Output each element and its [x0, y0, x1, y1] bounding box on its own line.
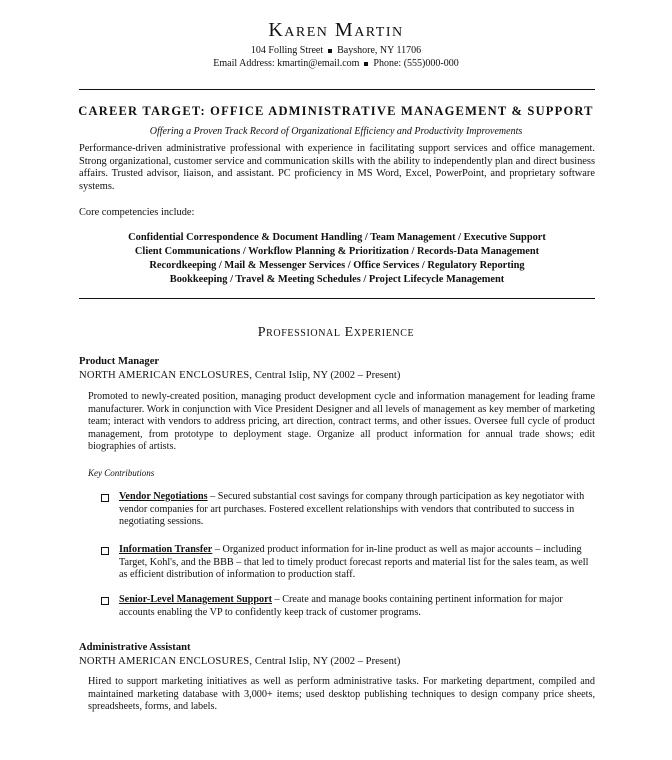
checkbox-bullet-icon [101, 597, 109, 605]
competencies-line: Recordkeeping / Mail & Messenger Services / Office Services / Regulatory Reporting [149, 260, 525, 271]
candidate-name: Karen Martin [268, 19, 404, 41]
location-dates: Central Islip, NY (2002 – Present) [252, 656, 401, 667]
checkbox-bullet-icon [101, 547, 109, 555]
contribution-item [119, 491, 589, 529]
location-dates: Central Islip, NY (2002 – Present) [252, 370, 401, 381]
company-line [79, 655, 400, 668]
key-contributions-label: Key Contributions [88, 468, 155, 478]
career-target-subtitle: Offering a Proven Track Record of Organizational Efficiency and Productivity Improvements [149, 126, 523, 137]
job-title: Administrative Assistant [79, 642, 191, 653]
contribution-text: – Secured substantial cost savings for company through participation as key negotiator with vendor companies for art purchases. Fostered excellent relationships with vendors that contributed to success in negotiating sessions. [119, 491, 585, 528]
city-state-zip: Bayshore, NY 11706 [337, 45, 422, 56]
company-line [79, 369, 400, 382]
company-name: NORTH AMERICAN ENCLOSURES, [79, 656, 253, 667]
competencies-intro: Core competencies include: [79, 207, 195, 218]
phone-number: Phone: (555)000-000 [373, 58, 459, 69]
email-address: Email Address: kmartin@email.com [213, 58, 360, 69]
career-target-title: CAREER TARGET: OFFICE ADMINISTRATIVE MANAGEMENT & SUPPORT [78, 104, 594, 118]
contribution-item [119, 544, 589, 582]
header-divider [79, 89, 595, 90]
competencies-line: Bookkeeping / Travel & Meeting Schedules / Project Lifecycle Management [169, 274, 505, 285]
section-divider [79, 298, 595, 299]
contribution-text: – Create and manage books containing pertinent information for major accounts enabling the VP to confidently keep track of customer programs. [119, 594, 563, 618]
company-name: NORTH AMERICAN ENCLOSURES, [79, 370, 253, 381]
competencies-line: Confidential Correspondence & Document Handling / Team Management / Executive Support [128, 232, 546, 243]
job-title: Product Manager [79, 356, 160, 367]
experience-heading: Professional Experience [257, 325, 415, 340]
competencies-line: Client Communications / Workflow Planning & Prioritization / Records-Data Management [134, 246, 540, 257]
checkbox-bullet-icon [101, 494, 109, 502]
contribution-text: – Organized product information for in-line product as well as major accounts – including Target, Kohl's, and the BBB – that led to timely product forecast reports and material list for the sales team, as well as efficient distribution of information to production staff. [119, 544, 589, 581]
street-address: 104 Folling Street [250, 45, 324, 56]
address-line [0, 44, 672, 57]
square-bullet-icon [364, 62, 368, 66]
contribution-heading: Information Transfer [119, 544, 213, 555]
contribution-item [119, 594, 589, 619]
contribution-heading: Vendor Negotiations [119, 491, 208, 502]
summary-paragraph: Performance-driven administrative professional with experience in facilitating support services and office management. Strong organizational, customer service and communication skills with the ability to independently plan and direct business affairs. Trusted advisor, liaison, and assistant. PC proficiency in MS Word, Excel, PowerPoint, and proprietary software systems. [79, 143, 595, 192]
contribution-heading: Senior-Level Management Support [119, 594, 272, 605]
job-description: Promoted to newly-created position, managing product development cycle and information management for leading frame manufacturer. Work in conjunction with Vice President Designer and all levels of management as key member of marketing team; interact with vendors to address pricing, art direction, contract terms, and other issues. Oversee full cycle of product management, from prototype to deployment stage. Organize all product information for annual trade shows; edit biographies of artists. [88, 391, 595, 453]
job-description: Hired to support marketing initiatives as well as perform administrative tasks. For marketing department, compiled and maintained marketing database with 3,000+ items; used desktop publishing techniques to design company price sheets, spreadsheets, forms, and labels. [88, 676, 595, 713]
square-bullet-icon [328, 49, 332, 53]
contact-line [0, 57, 672, 70]
